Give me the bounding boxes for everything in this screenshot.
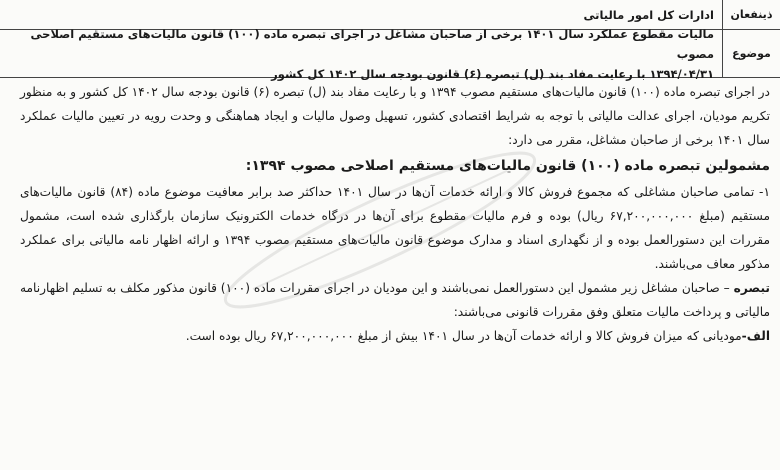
subject-row	[0, 26, 780, 81]
recipients-label: ذینفعان	[722, 0, 780, 29]
sub-item-a-paragraph	[20, 324, 770, 348]
subject-label: موضوع	[722, 30, 780, 77]
note-label: تبصره	[733, 281, 770, 295]
document-body	[0, 80, 780, 470]
subject-value	[0, 26, 722, 81]
recipients-value: ادارات کل امور مالیاتی	[583, 7, 714, 22]
subject-line-2: ۱۳۹۴/۰۴/۳۱ با رعایت مفاد بند (ل) تبصره (۶) قانون بودجه سال ۱۴۰۲ کل کشور	[271, 66, 714, 81]
section-heading: مشمولین تبصره ماده (۱۰۰) قانون مالیات‌های مستقیم اصلاحی مصوب ۱۳۹۴:	[245, 158, 770, 174]
item-1-paragraph: ۱- تمامی صاحبان مشاغلی که مجموع فروش کالا و ارائه خدمات آن‌ها در سال ۱۴۰۱ حداکثر صد برابر معافیت موضوع ماده (۸۴) قانون مالیات‌های مستقیم (مبلغ ۶۷,۲۰۰,۰۰۰,۰۰۰ ریال) بوده و فرم مالیات مقطوع برای آن‌ها در درگاه خدمات الکترونیک سازمان بارگذاری شده است، مشمول مقررات این دستورالعمل بوده و از نگهداری اسناد و مدارک موضوع قانون مالیات‌های مستقیم مصوب ۱۳۹۴ و ارائه اظهار نامه مالیاتی برای عملکرد مذکور معاف می‌باشند.	[20, 185, 770, 271]
note-text: – صاحبان مشاغل زیر مشمول این دستورالعمل نمی‌باشند و این مودیان در اجرای مقررات ماده (۱۰۰) قانون مذکور مکلف به تسلیم اظهارنامه مالیاتی و پرداخت مالیات متعلق وفق مقررات قانونی می‌باشند:	[20, 281, 770, 319]
subject-line-1: مالیات مقطوع عملکرد سال ۱۴۰۱ برخی از صاحبان مشاغل در اجرای تبصره ماده (۱۰۰) قانون مالیات‌های مستقیم اصلاحی مصوب	[30, 26, 714, 61]
intro-paragraph: در اجرای تبصره ماده (۱۰۰) قانون مالیات‌های مستقیم مصوب ۱۳۹۴ و با رعایت مفاد بند (ل) تبصره (۶) قانون بودجه سال ۱۴۰۲ کل کشور و به منظور تکریم مودیان، اجرای عدالت مالیاتی با توجه به شرایط اقتصادی کشور، تسهیل وصول مالیات و ایجاد هماهنگی و وحدت رویه در تعیین مالیات عملکرد سال ۱۴۰۱ برخی از صاحبان مشاغل، مقرر می دارد:	[20, 85, 770, 147]
sub-item-a-text: مودیانی که میزان فروش کالا و ارائه خدمات آن‌ها در سال ۱۴۰۱ بیش از مبلغ ۶۷,۲۰۰,۰۰۰,۰۰۰ ریال بوده است.	[185, 329, 742, 343]
note-paragraph	[20, 276, 770, 324]
sub-item-a-label: الف-	[741, 329, 770, 343]
